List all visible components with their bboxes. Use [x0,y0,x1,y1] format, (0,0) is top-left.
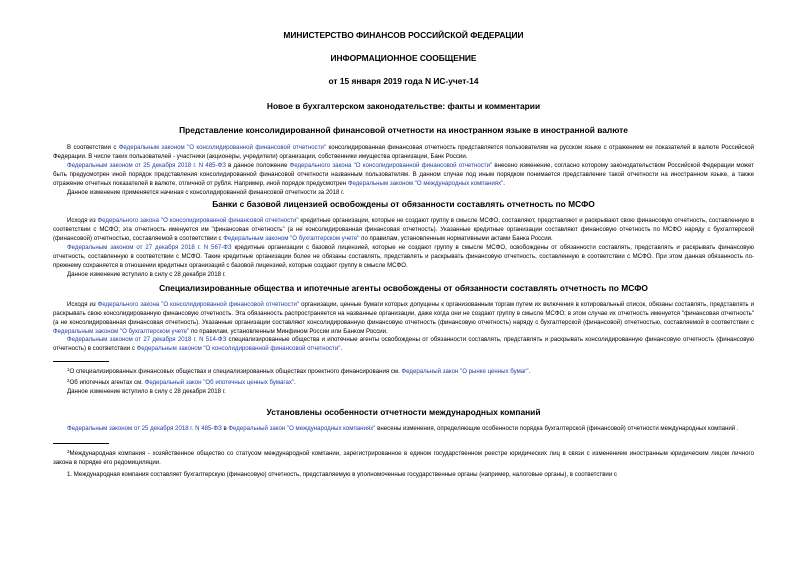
paragraph: Данное изменение вступило в силу с 28 декабря 2018 г. [67,388,226,396]
document-date-number: от 15 января 2019 года N ИС-учет-14 [328,76,479,86]
document-type: ИНФОРМАЦИОННОЕ СООБЩЕНИЕ [330,53,477,63]
footnote: $^1$О специализированных финансовых обществах и специализированных обществах проектного финансирования см. Федеральный закон "О рынке ценных бумаг". [67,367,531,376]
paragraph: Федеральным законом от 27 декабря 2018 г. N 514-ФЗ специализированные общества и ипотечные агенты освобождены от обязанности составлять, представлять и раскрывать консолидированную финансовую отчетность (финансовую отчетность) в соответствии с Федеральным законом "О консолидированной финансовой отчетности". [53,336,754,353]
section-foreign-language [53,144,754,197]
section-heading-banks: Банки с базовой лицензией освобождены от обязанности составлять отчетность по МСФО [212,199,595,210]
paragraph: Исходя из Федерального закона "О консолидированной финансовой отчетности" кредитные организации, которые не создают группу в смысле МСФО, составляют, представляют и раскрывают свою финансовую отчетность, составленную в соответствии с МСФО; эта отчетность именуется им "финансовая отчетность" (а не консолидированная финансовая отчетность). Указанные кредитные организации составляют финансовую отчетность по МСФО наряду с бухгалтерской (финансовой) отчетностью, составляемой в соответствии с Федеральным законом "О бухгалтерском учете" по правилам, установленным нормативными актами Банка России. [53,217,754,243]
ministry-name: МИНИСТЕРСТВО ФИНАНСОВ РОССИЙСКОЙ ФЕДЕРАЦИИ [283,30,524,40]
law-link[interactable]: Федеральным законом "О международных компаниях" [347,179,504,187]
paragraph: В соответствии с Федеральным законом "О консолидированной финансовой отчетности" консолидированная финансовая отчетность представляется пользователям на русском языке с отражением ее показателей в валюте Российской Федерации. В числе таких пользователей - участники (акционеры, учредители) организации, собственники имущества организации, Банк России. [53,144,754,160]
footnote: $^3$Международная компания - хозяйственное общество со статусом международной компании, зарегистрированное в едином государственном реестре юридических лиц в связи с изменением иностранным юридическим лицом личного закона в порядке его редомициляции. [53,448,754,466]
law-link[interactable]: Федерального закона "О консолидированной финансовой отчетности" [97,300,300,308]
law-link[interactable]: Федеральный закон "Об ипотечных ценных бумагах" [144,379,295,387]
section-heading-special-companies: Специализированные общества и ипотечные агенты освобождены от обязанности составлять отчетность по МСФО [159,282,648,293]
law-link[interactable]: Федерального закона "О консолидированной финансовой отчетности" [289,161,493,169]
paragraph: Федеральным законом от 25 декабря 2018 г. N 485-ФЗ в данное положение Федерального закона "О консолидированной финансовой отчетности" внесено изменение, согласно которому законодательством Российской Федерации может быть предусмотрен иной порядок представления консолидированной финансовой отчетности названным пользователям. В данном случае под иным порядком понимается представление такой отчетности на иностранном языке, а также отражение отчетных показателей в валюте, отличной от рубля. Например, иной порядок предусмотрен Федеральным законом "О международных компаниях". [53,161,754,187]
section-banks [53,217,754,279]
law-link[interactable]: Федеральным законом от 27 декабря 2018 г. N 567-ФЗ [67,244,232,252]
section-special-companies [53,301,754,397]
footnote-divider [53,361,109,362]
law-link[interactable]: Федеральным законом "О бухгалтерском учете" [53,327,190,335]
page-subtitle: Представление консолидированной финансовой отчетности на иностранном языке в иностранной валюте [179,125,628,135]
section-international-companies [53,425,754,480]
paragraph: Данное изменение вступило в силу с 28 декабря 2018 г. [67,270,226,278]
paragraph: Федеральным законом от 27 декабря 2018 г. N 567-ФЗ кредитные организации с базовой лицензией, которые не создают группу в смысле МСФО, освобождены от обязанности составлять, представлять и раскрывать финансовую отчетность, составленную в соответствии с МСФО. Такие кредитные организации более не обязаны составлять, представлять и раскрывать финансовую отчетность, составленную в соответствии с МСФО. При этом данная обязанность по-прежнему сохраняется в отношении кредитных организаций с базовой лицензией, которые создают группу в смысле МСФО. [53,244,754,269]
law-link[interactable]: Федеральный закон "О международных компаниях" [228,424,376,432]
law-link[interactable]: Федеральным законом от 25 декабря 2018 г. N 485-ФЗ [67,424,222,432]
page-title: Новое в бухгалтерском законодательстве: факты и комментарии [266,101,541,111]
footnote: $^2$Об ипотечных агентах см. Федеральный закон "Об ипотечных ценных бумагах". [67,378,296,387]
law-link[interactable]: Федеральным законом "О консолидированной финансовой отчетности" [136,345,341,353]
law-link[interactable]: Федеральным законом "О бухгалтерском учете" [223,235,360,243]
law-link[interactable]: Федерального закона "О консолидированной финансовой отчетности" [97,217,299,225]
section-heading-international-companies: Установлены особенности отчетности международных компаний [266,406,541,417]
law-link[interactable]: Федеральным законом от 25 декабря 2018 г. N 485-ФЗ [67,161,226,169]
paragraph: 1. Международная компания составляет бухгалтерскую (финансовую) отчетность, представляемую в уполномоченные государственные органы (например, налоговые органы), в соответствии с [67,470,617,478]
law-link[interactable]: Федеральным законом "О консолидированной финансовой отчетности" [118,144,327,151]
paragraph: Федеральным законом от 25 декабря 2018 г. N 485-ФЗ в Федеральный закон "О международных компаниях" внесены изменения, определяющие особенности порядка бухгалтерской (финансовой) отчетности международных компаний . [67,424,739,432]
paragraph: Исходя из Федерального закона "О консолидированной финансовой отчетности" организации, ценные бумаги которых допущены к организованным торгам путем их включения в котировальный список, обязаны составлять, представлять и раскрывать свою консолидированную финансовую отчетность. Эта обязанность распространяется на названные организации, даже когда они не создают группу в смысле МСФО; в этом случае их отчетность именуется "финансовая отчетность" (а не консолидированная финансовая отчетность). Указанные организации составляют консолидированную финансовую отчетность (финансовую отчетность) наряду с бухгалтерской (финансовой) отчетностью, составляемой в соответствии с Федеральным законом "О бухгалтерском учете" по правилам, установленным Минфином России или Банком России. [53,300,754,335]
footnote-divider [53,443,109,444]
law-link[interactable]: Федеральный закон "О рынке ценных бумаг" [401,368,529,376]
paragraph: Данное изменение применяется начиная с консолидированной финансовой отчетности за 2018 г. [67,188,345,196]
law-link[interactable]: Федеральным законом от 27 декабря 2018 г. N 514-ФЗ [67,336,227,344]
